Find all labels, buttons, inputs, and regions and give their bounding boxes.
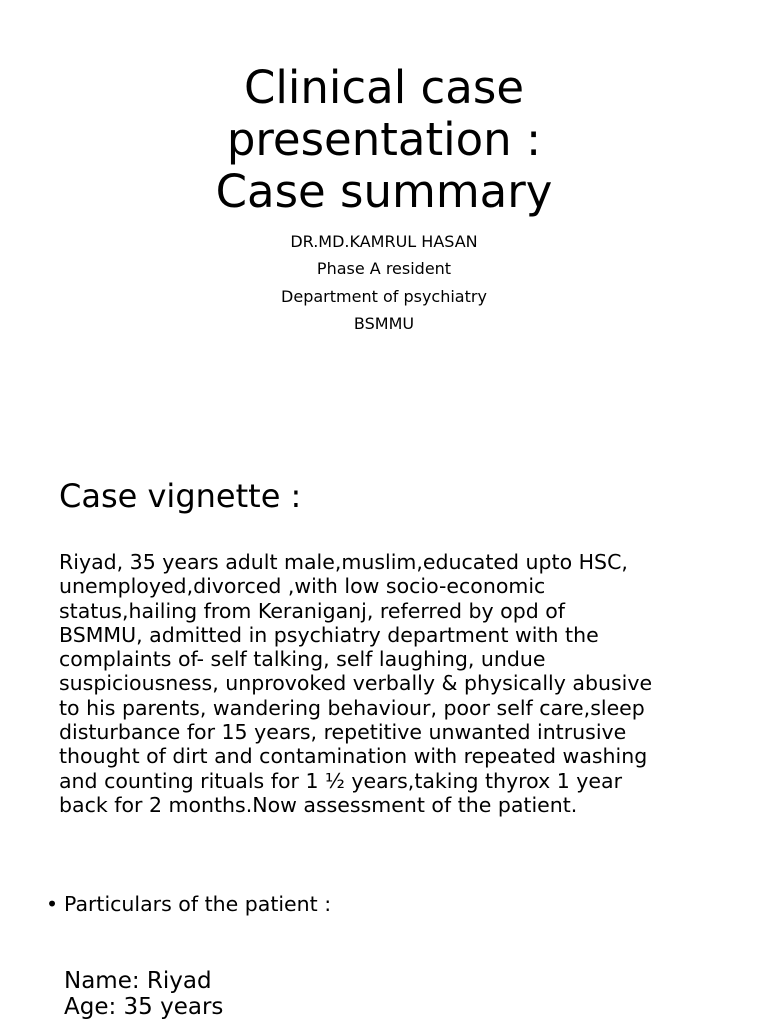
- author-department: Department of psychiatry: [281, 286, 487, 306]
- patient-name: Name: Riyad: [64, 968, 212, 994]
- author-institution: BSMMU: [353, 313, 415, 333]
- particulars-heading: Particulars of the patient :: [64, 892, 332, 916]
- bullet-icon: •: [46, 892, 59, 916]
- author-name: DR.MD.KAMRUL HASAN: [290, 232, 478, 251]
- particulars-bullet-item: [46, 891, 331, 917]
- slide-title: [0, 62, 768, 218]
- title-line-3: Case summary: [215, 165, 553, 218]
- case-vignette-heading: Case vignette :: [59, 477, 302, 515]
- patient-particulars: [64, 968, 223, 1020]
- author-position: Phase A resident: [316, 259, 452, 279]
- patient-age: Age: 35 years: [64, 994, 224, 1020]
- case-vignette-text: Riyad, 35 years adult male,muslim,educated upto HSC, unemployed,divorced ,with low socio-economic status,hailing from Keraniganj, referred by opd of BSMMU, admitted in psychiatry department with the complaints of- self talking, self laughing, undue suspiciousness, unprovoked verbally & physically abusive to his parents, wandering behaviour, poor self care,sleep disturbance for 15 years, repetitive unwanted intrusive thought of dirt and contamination with repeated washing and counting rituals for 1 ½ years,taking thyrox 1 year back for 2 months.Now assessment of the patient.: [59, 550, 653, 817]
- title-line-1: Clinical case: [243, 61, 525, 114]
- author-block: [0, 228, 768, 337]
- title-line-2: presentation :: [226, 113, 542, 166]
